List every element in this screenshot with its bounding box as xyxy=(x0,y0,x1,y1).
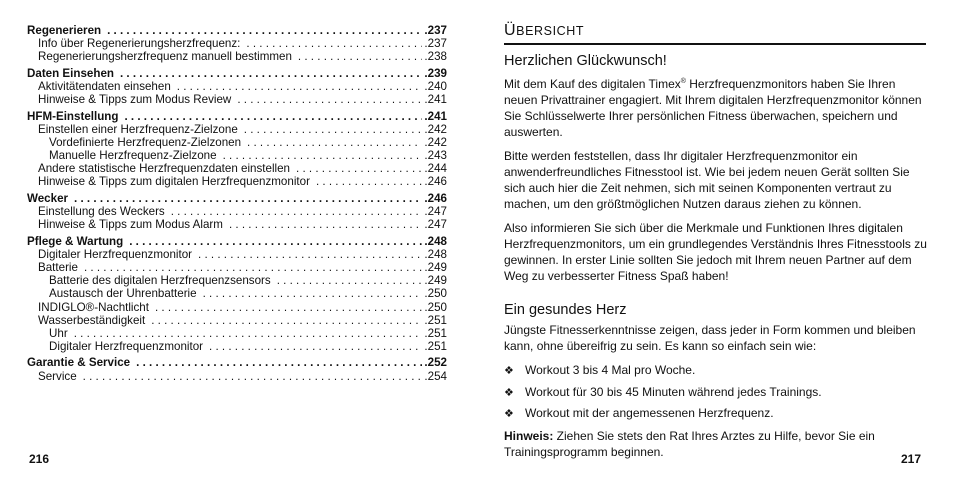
toc-leader-dots xyxy=(277,274,423,287)
toc-leader-dots xyxy=(171,205,423,218)
toc-entry xyxy=(27,123,447,136)
toc-entry-page: .254 xyxy=(424,369,447,383)
toc-entry-page: .237 xyxy=(424,37,447,51)
toc-entry-page: .239 xyxy=(424,66,447,80)
toc-entry-page: .249 xyxy=(424,260,447,274)
toc-entry xyxy=(27,235,447,248)
toc-entry-title: Regenerierungsherzfrequenz manuell bestimmen xyxy=(38,50,292,64)
toc-entry-title: HFM-Einstellung xyxy=(27,109,119,123)
toc-entry-page: .238 xyxy=(424,50,447,64)
registered-mark: ® xyxy=(680,78,686,85)
page-content xyxy=(504,52,929,469)
toc-entry xyxy=(27,192,447,205)
paragraph-usability: Bitte werden feststellen, dass Ihr digitaler Herzfrequenzmonitor ein anwenderfreundliches Fitnesstool ist. Wie bei jedem neuen Gerät sollten Sie sich auch hier die Zeit nehmen, sich mit seinen Komponenten vertraut zu machen, um den größtmöglichen Nutzen daraus ziehen zu können. xyxy=(504,149,910,211)
toc-entry xyxy=(27,80,447,93)
table-of-contents xyxy=(27,24,447,383)
toc-entry-page: .241 xyxy=(424,93,447,107)
toc-entry-page: .242 xyxy=(424,122,447,136)
diamond-bullet-icon: ❖ xyxy=(504,365,514,378)
toc-entry xyxy=(27,218,447,231)
toc-leader-dots xyxy=(316,175,422,188)
toc-leader-dots xyxy=(83,370,423,383)
toc-entry-page: .242 xyxy=(424,135,447,149)
toc-entry-title: Einstellung des Weckers xyxy=(38,205,165,218)
paragraph-features: Also informieren Sie sich über die Merkmale und Funktionen Ihres digitalen Herzfrequenzmonitors, um ein grundlegendes Verständnis Ihres Fitnesstools zu gewinnen. In erster Linie sollten Sie jedoch mit Ihrem neuen Partner auf dem Weg zu verbesserter Fitness Spaß haben! xyxy=(504,221,927,283)
paragraph-fitness: Jüngste Fitnesserkenntnisse zeigen, dass jeder in Form kommen und bleiben kann, ohne übereifrig zu sein. Es kann so einfach sein wie: xyxy=(504,322,916,353)
section-title-congratulations: Herzlichen Glückwunsch! xyxy=(504,53,667,69)
toc-entry-title: Hinweise & Tipps zum digitalen Herzfrequenzmonitor xyxy=(38,175,310,189)
toc-leader-dots xyxy=(155,301,422,314)
toc-entry xyxy=(27,50,447,63)
toc-leader-dots xyxy=(120,67,422,80)
toc-entry xyxy=(27,149,447,162)
list-item-text: Workout 3 bis 4 Mal pro Woche. xyxy=(525,363,696,378)
toc-entry xyxy=(27,162,447,175)
list-item xyxy=(504,363,929,380)
toc-leader-dots xyxy=(203,287,423,300)
toc-entry-title: Hinweise & Tipps zum Modus Review xyxy=(38,93,232,107)
toc-entry xyxy=(27,67,447,80)
list-item-text: Workout mit der angemessenen Herzfrequenz. xyxy=(525,406,774,421)
toc-entry-title: Andere statistische Herzfrequenzdaten einstellen xyxy=(38,162,290,176)
list-item-text: Workout für 30 bis 45 Minuten während jedes Trainings. xyxy=(525,384,822,399)
toc-leader-dots xyxy=(74,327,423,340)
workout-list xyxy=(504,363,929,423)
toc-entry xyxy=(27,205,447,218)
toc-leader-dots xyxy=(209,340,422,353)
toc-leader-dots xyxy=(136,356,422,369)
toc-entry xyxy=(27,274,447,287)
heading-initial: Ü xyxy=(504,22,517,39)
toc-leader-dots xyxy=(151,314,422,327)
toc-leader-dots xyxy=(237,93,422,106)
toc-entry-page: .248 xyxy=(424,234,447,248)
paragraph-intro xyxy=(504,74,929,141)
toc-entry-title: Austausch der Uhrenbatterie xyxy=(49,287,197,301)
page-number-left: 216 xyxy=(29,452,50,466)
paragraph-intro-a: Mit dem Kauf des digitalen Timex xyxy=(504,77,681,91)
toc-entry-title: Pflege & Wartung xyxy=(27,234,124,248)
toc-entry-page: .241 xyxy=(424,109,447,123)
toc-entry-page: .240 xyxy=(424,79,447,93)
note-label: Hinweis: xyxy=(504,429,554,444)
toc-leader-dots xyxy=(129,235,422,248)
toc-entry-title: Wasserbeständigkeit xyxy=(38,313,146,327)
toc-entry xyxy=(27,370,447,383)
section-title-healthy-heart: Ein gesundes Herz xyxy=(504,301,627,318)
toc-entry-page: .251 xyxy=(424,340,447,354)
diamond-bullet-icon: ❖ xyxy=(504,386,514,399)
toc-entry xyxy=(27,24,447,37)
toc-entry-title: Digitaler Herzfrequenzmonitor xyxy=(38,247,193,261)
toc-entry-page: .251 xyxy=(424,326,447,340)
toc-leader-dots xyxy=(198,248,422,261)
toc-entry xyxy=(27,356,447,369)
toc-entry xyxy=(27,37,447,50)
paragraph-intro-b: Herzfrequenzmonitors haben Sie Ihren neuen Privattrainer engagiert. Mit Ihrem digitalen Herzfrequenzmonitor können Sie Schlüsselwerte Ihrer persönlichen Fitness überwachen, speichern und auswerten. xyxy=(504,77,922,139)
toc-leader-dots xyxy=(107,24,422,37)
toc-entry xyxy=(27,327,447,340)
toc-leader-dots xyxy=(247,136,422,149)
toc-leader-dots xyxy=(74,192,422,205)
toc-entry-page: .247 xyxy=(424,205,447,218)
page-number-right: 217 xyxy=(901,452,922,466)
toc-entry xyxy=(27,248,447,261)
note-text: Ziehen Sie stets den Rat Ihres Arztes zu Hilfe, bevor Sie ein Trainingsprogramm beginnen. xyxy=(504,429,875,459)
toc-entry-title: Batterie xyxy=(38,260,78,274)
toc-entry xyxy=(27,301,447,314)
toc-entry-title: Manuelle Herzfrequenz-Zielzone xyxy=(49,149,217,163)
toc-leader-dots xyxy=(84,261,422,274)
right-page xyxy=(477,0,954,477)
toc-entry-title: Service xyxy=(38,369,77,383)
diamond-bullet-icon: ❖ xyxy=(504,408,514,421)
toc-entry-title: Vordefinierte Herzfrequenz-Zielzonen xyxy=(49,135,242,149)
toc-entry-page: .252 xyxy=(424,356,447,370)
page-heading xyxy=(504,22,926,45)
toc-entry-title: Digitaler Herzfrequenzmonitor xyxy=(49,340,204,354)
toc-leader-dots xyxy=(246,37,422,50)
toc-leader-dots xyxy=(296,162,422,175)
heading-rest: BERSICHT xyxy=(516,24,585,38)
toc-entry-title: Info über Regenerierungsherzfrequenz: xyxy=(38,37,241,51)
toc-entry-title: Wecker xyxy=(27,191,69,205)
toc-entry-page: .246 xyxy=(424,175,447,189)
toc-entry-title: Daten Einsehen xyxy=(27,66,114,80)
toc-entry xyxy=(27,136,447,149)
note-paragraph xyxy=(504,429,929,461)
toc-entry-page: .248 xyxy=(424,247,447,261)
toc-entry-title: Uhr xyxy=(49,326,68,340)
toc-leader-dots xyxy=(244,123,423,136)
list-item xyxy=(504,406,929,423)
toc-leader-dots xyxy=(124,110,422,123)
toc-entry-title: Batterie des digitalen Herzfrequenzsensors xyxy=(49,274,271,288)
toc-entry-title: Aktivitätendaten einsehen xyxy=(38,79,171,93)
toc-leader-dots xyxy=(229,218,422,231)
toc-entry-page: .250 xyxy=(424,287,447,301)
toc-entry xyxy=(27,261,447,274)
toc-entry-page: .247 xyxy=(424,218,447,232)
toc-entry-page: .244 xyxy=(424,162,447,176)
toc-entry-page: .249 xyxy=(424,274,447,288)
toc-entry-page: .251 xyxy=(424,313,447,327)
toc-entry xyxy=(27,314,447,327)
toc-entry-page: .246 xyxy=(424,191,447,205)
toc-leader-dots xyxy=(298,50,423,63)
toc-entry xyxy=(27,287,447,300)
toc-entry xyxy=(27,340,447,353)
toc-entry-title: Einstellen einer Herzfrequenz-Zielzone xyxy=(38,122,238,136)
toc-leader-dots xyxy=(177,80,423,93)
toc-entry-page: .237 xyxy=(424,24,447,37)
toc-entry xyxy=(27,110,447,123)
toc-entry-title: Regenerieren xyxy=(27,24,102,37)
toc-entry xyxy=(27,175,447,188)
toc-entry-title: Garantie & Service xyxy=(27,356,131,370)
toc-entry-page: .243 xyxy=(424,149,447,163)
list-item xyxy=(504,385,929,402)
toc-entry xyxy=(27,93,447,106)
toc-entry-page: .250 xyxy=(424,300,447,314)
toc-entry-title: Hinweise & Tipps zum Modus Alarm xyxy=(38,218,223,232)
toc-leader-dots xyxy=(223,149,423,162)
toc-entry-title: INDIGLO®-Nachtlicht xyxy=(38,300,149,314)
